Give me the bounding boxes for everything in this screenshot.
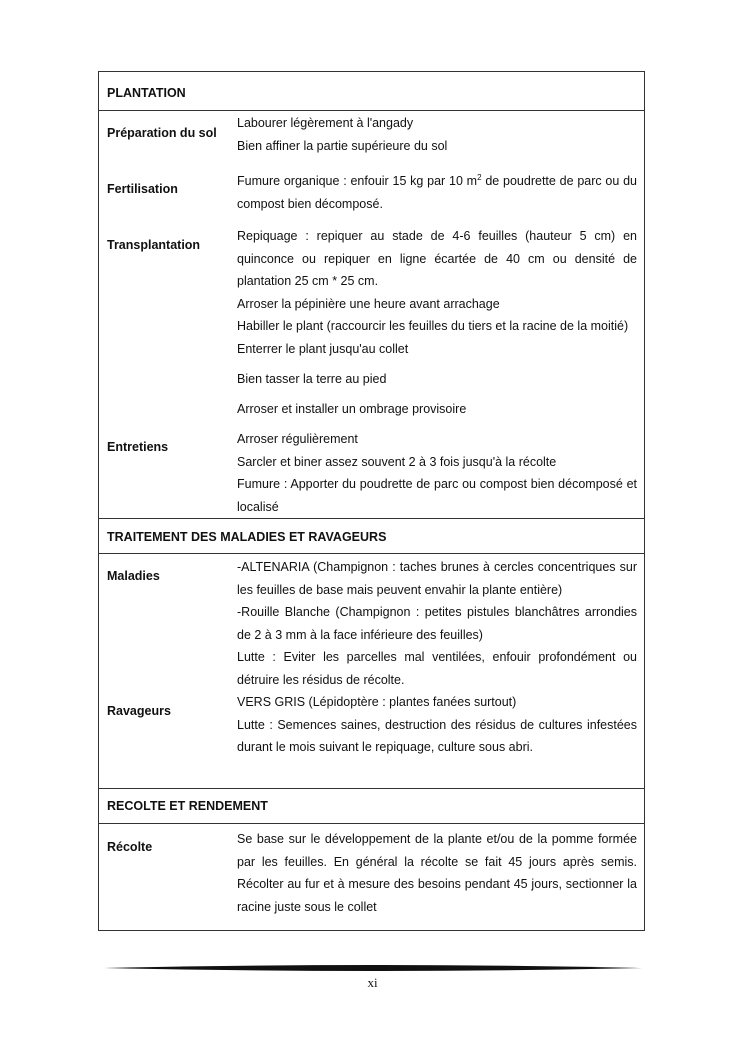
divider [99, 788, 644, 789]
content-fertilisation [237, 170, 637, 215]
section-title-traitement: TRAITEMENT DES MALADIES ET RAVAGEURS [107, 530, 387, 544]
traitement-paragraph: -ALTENARIA (Champignon : taches brunes à cercles concentriques sur les feuilles de base mais peuvent envahir la plante entière) [237, 560, 637, 597]
traitement-paragraph: Lutte : Eviter les parcelles mal ventilées, enfouir profondément ou détruire les résidus de récolte. [237, 650, 637, 687]
crop-guide-table [98, 71, 645, 931]
traitement-paragraph: -Rouille Blanche (Champignon : petites pistules blanchâtres arrondies de 2 à 3 mm à la face inférieure des feuilles) [237, 605, 637, 642]
content-preparation-sol [237, 112, 637, 157]
divider [99, 518, 644, 519]
traitement-paragraph: Lutte : Semences saines, destruction des résidus de cultures infestées durant le mois suivant le repiquage, culture sous abri. [237, 717, 637, 754]
label-transplantation: Transplantation [107, 238, 201, 252]
preparation-line: Bien affiner la partie supérieure du sol [237, 138, 448, 153]
label-recolte: Récolte [107, 840, 153, 854]
divider [99, 553, 644, 554]
transplantation-line: Enterrer le plant jusqu'au collet [237, 341, 409, 356]
fertilisation-paragraph: Fumure organique : enfouir 15 kg par 10 $m^2$ de poudrette de parc ou du compost bien décomposé. [237, 172, 637, 211]
section-title-plantation: PLANTATION [107, 86, 186, 100]
transplantation-paragraph: Repiquage : repiquer au stade de 4-6 feuilles (hauteur 5 cm) en quinconce ou repiquer en ligne écartée de 40 cm ou densité de plantation 25 cm * 25 cm. [237, 229, 637, 288]
traitement-paragraph: VERS GRIS (Lépidoptère : plantes fanées surtout) [237, 695, 517, 709]
label-fertilisation: Fertilisation [107, 182, 178, 196]
divider [99, 823, 644, 824]
transplantation-line: Habiller le plant (raccourcir les feuilles du tiers et la racine de la moitié) [237, 319, 629, 333]
divider [99, 110, 644, 111]
recolte-paragraph: Se base sur le développement de la plante et/ou de la pomme formée par les feuilles. En général la récolte se fait 45 jours après semis. Récolter au fur et à mesure des besoins pendant 45 jours, sectionner la racine juste sous le collet [237, 832, 637, 914]
transplantation-line: Arroser et installer un ombrage provisoire [237, 401, 467, 416]
content-entretiens [237, 428, 637, 518]
section-title-recolte: RECOLTE ET RENDEMENT [107, 799, 268, 813]
transplantation-line: Bien tasser la terre au pied [237, 371, 387, 386]
transplantation-line: Arroser la pépinière une heure avant arrachage [237, 296, 500, 311]
label-maladies: Maladies [107, 569, 160, 583]
content-recolte [237, 828, 637, 918]
preparation-line: Labourer légèrement à l'angady [237, 116, 414, 130]
page-number: xi [367, 975, 378, 990]
content-transplantation [237, 225, 637, 420]
content-traitement [237, 556, 637, 759]
label-ravageurs: Ravageurs [107, 704, 171, 718]
label-preparation-sol: Préparation du sol [107, 126, 217, 140]
footer-decorative-rule [104, 962, 642, 974]
entretiens-line: Arroser régulièrement [237, 432, 358, 446]
entretiens-line: Sarcler et biner assez souvent 2 à 3 fois jusqu'à la récolte [237, 454, 557, 469]
entretiens-paragraph: Fumure : Apporter du poudrette de parc ou compost bien décomposé et localisé [237, 477, 637, 514]
label-entretiens: Entretiens [107, 440, 169, 454]
